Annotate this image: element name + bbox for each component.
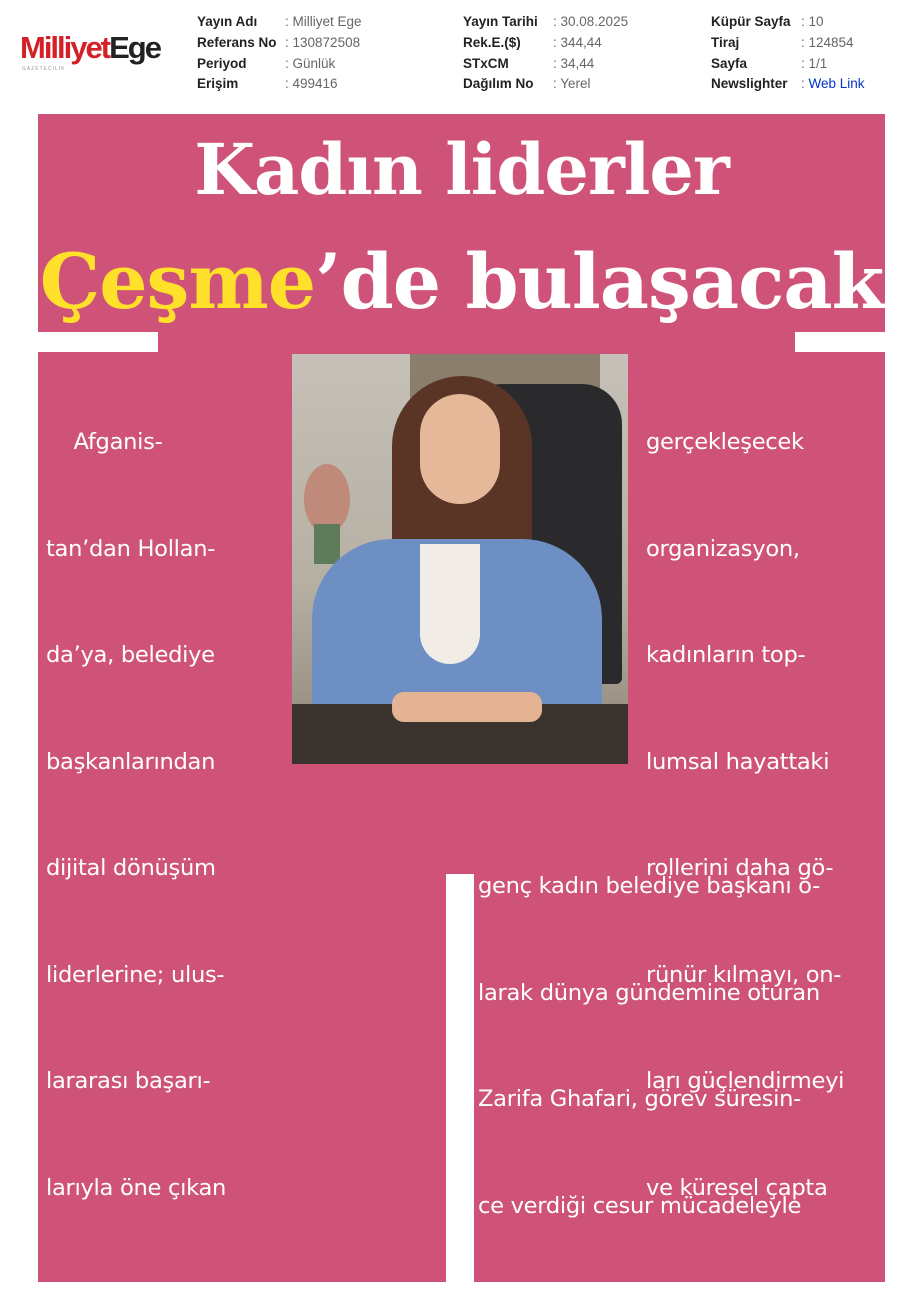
logo-part1: Milliyet (20, 30, 110, 65)
meta-value: : 10 (801, 14, 824, 29)
headline-line-2 (38, 237, 885, 326)
web-link[interactable]: Web Link (808, 76, 865, 92)
headline-line-1: Kadın liderler (194, 128, 729, 211)
text-line: gerçekleşecek (646, 429, 804, 455)
column-gap-right (795, 332, 885, 352)
meta-column-3 (711, 12, 865, 95)
text-line (46, 1277, 392, 1282)
meta-label: Rek.E.($) (463, 34, 521, 50)
text-line: Zarifa Ghafari, görev süresin- (478, 1086, 801, 1112)
meta-value: : 344,44 (553, 34, 602, 50)
meta-label: Erişim (197, 76, 239, 92)
meta-label: Yayın Adı (197, 14, 258, 29)
text-line: genç kadın belediye başkanı o- (478, 873, 820, 899)
meta-value: : 34,44 (553, 55, 595, 71)
meta-value: : Web Link (801, 76, 865, 92)
text-line: lararası başarı- (46, 1068, 211, 1094)
meta-label: Referans No (197, 34, 277, 50)
meta-label: Periyod (197, 55, 247, 71)
meta-value: : 130872508 (285, 34, 361, 50)
meta-column-1 (197, 12, 362, 95)
text-line: larak dünya gündemine oturan (478, 979, 820, 1006)
meta-value: : 1/1 (801, 55, 828, 71)
logo-subtitle: GAZETECİLİK (22, 66, 66, 72)
meta-label: Yayın Tarihi (463, 14, 538, 29)
milliyet-ege-logo (20, 30, 160, 66)
meta-value: : Yerel (553, 76, 591, 92)
meta-value: : Günlük (285, 55, 336, 71)
text-line: başkanlarından (46, 748, 216, 775)
meta-value: : Milliyet Ege (285, 14, 362, 29)
text-line: kadınların top- (646, 642, 806, 668)
text-line: Afganis- (46, 429, 163, 455)
meta-value: : 499416 (285, 76, 338, 92)
text-line: organizasyon, (646, 535, 800, 562)
meta-value: : 30.08.2025 (553, 14, 629, 29)
meta-label: Newslighter (711, 76, 788, 92)
meta-label: STxCM (463, 55, 509, 71)
text-line: larıyla öne çıkan (46, 1174, 227, 1201)
text-line: rollerini daha gö- (646, 855, 834, 881)
text-line: ce verdiği cesur mücadeleyle (478, 1192, 802, 1219)
logo-part2: Ege (109, 30, 160, 65)
text-line: ve küresel çapta (646, 1174, 828, 1201)
text-line: da’ya, belediye (46, 642, 215, 668)
left-column-text (46, 354, 392, 1282)
headline-highlight: Çeşme (39, 237, 316, 326)
column-divider (446, 874, 474, 1282)
meta-label: Tiraj (711, 34, 740, 50)
meta-label: Dağılım No (463, 76, 534, 92)
text-line: rünür kılmayı, on- (646, 961, 842, 988)
meta-label: Sayfa (711, 55, 748, 71)
headline-rest: ’de bulaşacak (315, 237, 884, 326)
text-line: dijital dönüşüm (46, 855, 216, 881)
meta-label: Küpür Sayfa (711, 14, 791, 29)
text-line: tan’dan Hollan- (46, 535, 216, 562)
meta-value: : 124854 (801, 34, 854, 50)
text-line: ları güçlendirmeyi (646, 1068, 845, 1094)
news-clipping (38, 114, 885, 1282)
bottom-right-column-text (478, 798, 820, 1282)
text-line: lumsal hayattaki (646, 748, 830, 775)
meta-column-2 (463, 12, 628, 95)
column-gap-left (38, 332, 158, 352)
text-line: liderlerine; ulus- (46, 961, 225, 988)
